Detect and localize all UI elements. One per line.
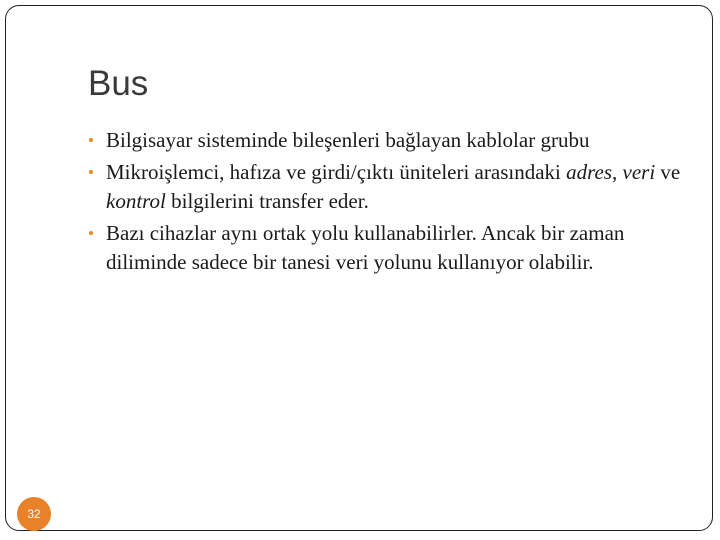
bullet-item xyxy=(88,158,688,216)
bullet-list xyxy=(88,126,688,280)
bullet-text-italic: kontrol xyxy=(106,189,166,213)
bullet-text-part: bilgilerini transfer eder. xyxy=(165,189,369,213)
bullet-text-part: , xyxy=(612,160,623,184)
bullet-dot-icon: • xyxy=(88,224,94,243)
bullet-dot-icon: • xyxy=(88,163,94,182)
slide-frame xyxy=(5,5,713,531)
bullet-text-part: Mikroişlemci, hafıza ve girdi/çıktı üniteleri arasındaki xyxy=(106,160,567,184)
bullet-text: Bazı cihazlar aynı ortak yolu kullanabilirler. Ancak bir zaman diliminde sadece bir tanesi veri yolunu kullanıyor olabilir. xyxy=(106,221,625,274)
bullet-text-part: ve xyxy=(655,160,681,184)
bullet-text: Bilgisayar sisteminde bileşenleri bağlayan kablolar grubu xyxy=(106,128,590,152)
bullet-text-italic: veri xyxy=(622,160,656,184)
slide-number-badge: 32 xyxy=(17,497,51,531)
bullet-item xyxy=(88,219,688,277)
bullet-text-italic: adres xyxy=(566,160,612,184)
slide-title: Bus xyxy=(88,64,149,103)
bullet-item xyxy=(88,126,688,155)
bullet-dot-icon: • xyxy=(88,131,94,150)
